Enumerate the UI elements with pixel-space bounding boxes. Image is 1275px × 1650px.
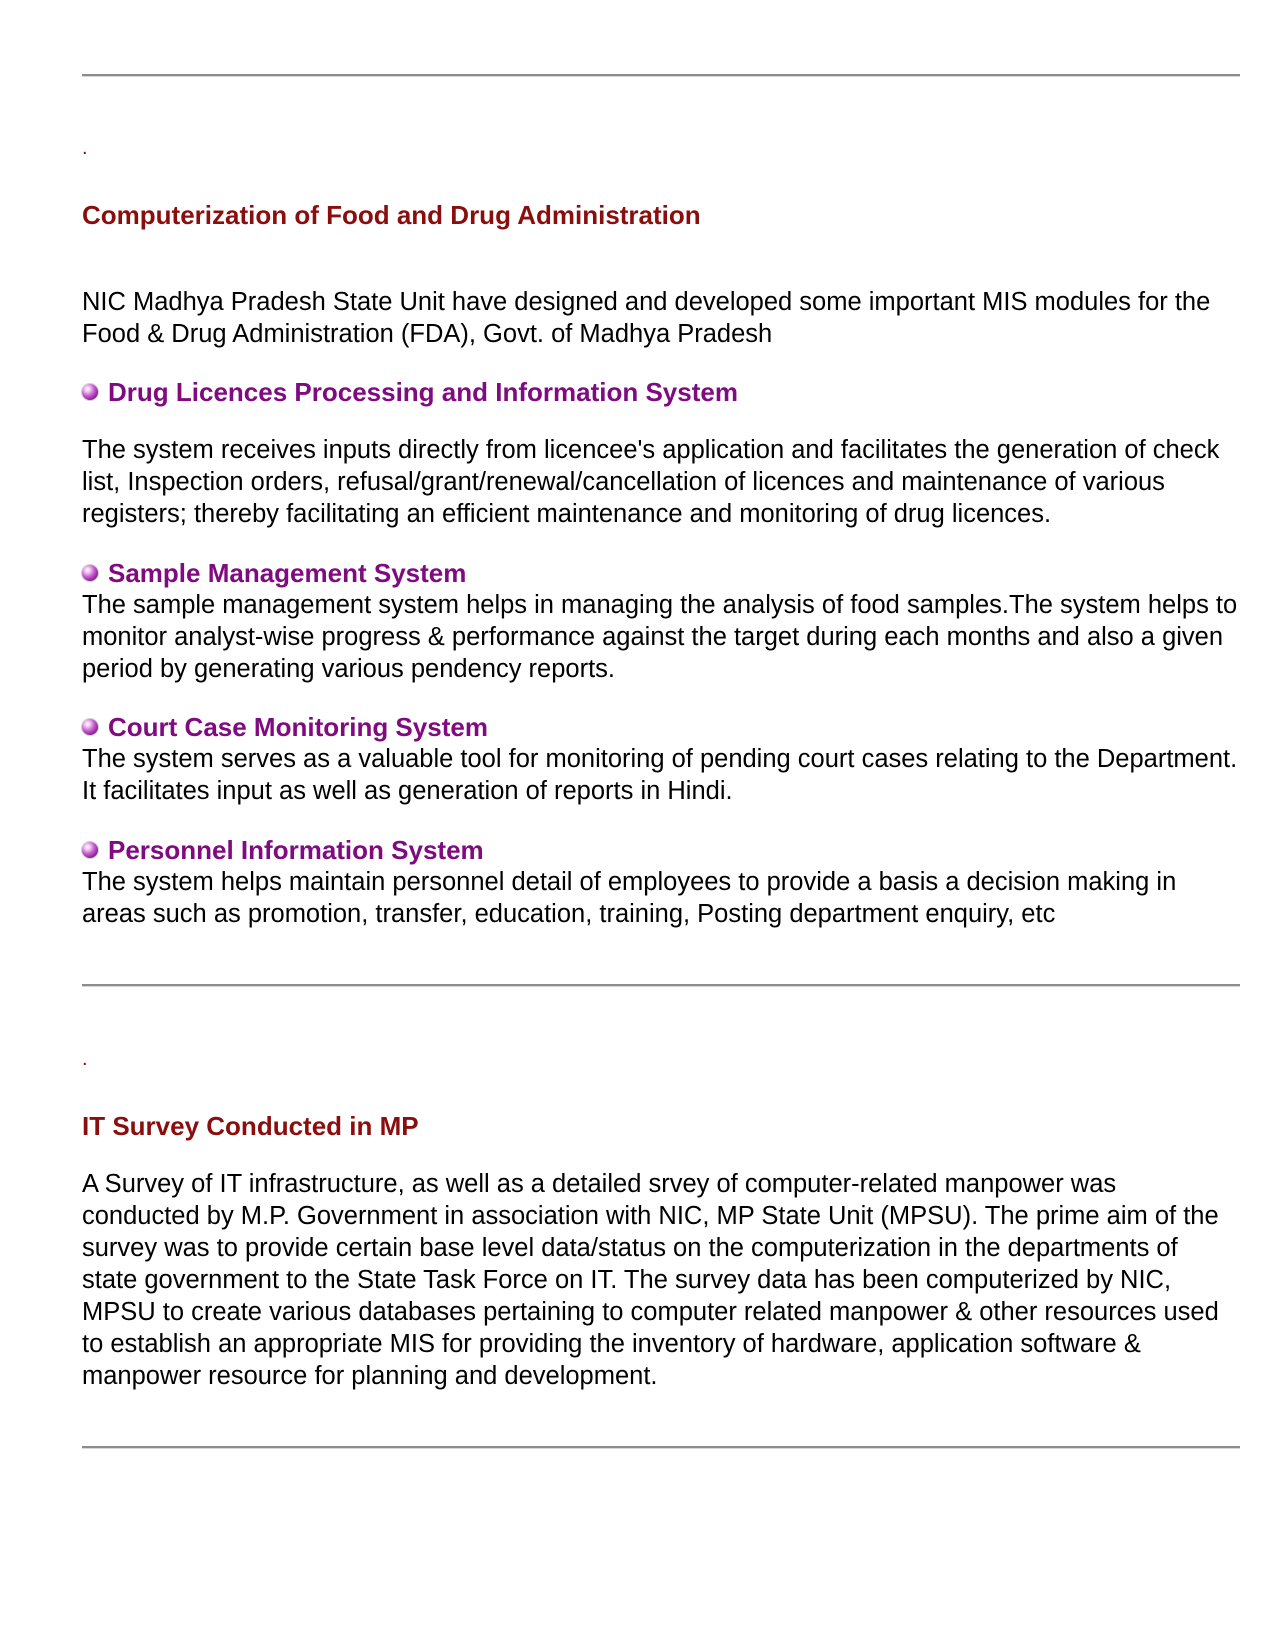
module-title-court-case	[82, 711, 488, 743]
module-title-text: Drug Licences Processing and Information System	[108, 377, 738, 407]
module-title-personnel	[82, 834, 484, 866]
section-intro-it-survey: A Survey of IT infrastructure, as well as a detailed srvey of computer-related manpower was conducted by M.P. Government in association with NIC, MP State Unit (MPSU). The prime aim of the survey was to provide certain base level data/status on the computerization in the departments of state government to the State Task Force on IT. The survey data has been computerized by NIC, MPSU to create various databases pertaining to computer related manpower & other resources used to establish an appropriate MIS for providing the inventory of hardware, application software & manpower resource for planning and development.	[82, 1170, 1219, 1390]
bullet-orb-icon	[82, 842, 98, 858]
section-intro-fda: NIC Madhya Pradesh State Unit have designed and developed some important MIS modules for the Food & Drug Administration (FDA), Govt. of Madhya Pradesh	[82, 288, 1211, 348]
bullet-orb-icon	[82, 719, 98, 735]
module-title-text: Court Case Monitoring System	[108, 712, 488, 742]
module-text-court-case: The system serves as a valuable tool for monitoring of pending court cases relating to the Department. It facilitates input as well as generation of reports in Hindi.	[82, 745, 1238, 805]
horizontal-rule-bottom	[82, 1446, 1240, 1449]
module-text-sample-management: The sample management system helps in managing the analysis of food samples.The system helps to monitor analyst-wise progress & performance against the target during each months and also a given period by generating various pendency reports.	[82, 591, 1238, 683]
module-title-text: Sample Management System	[108, 558, 467, 588]
horizontal-rule-top	[82, 74, 1240, 77]
bullet-orb-icon	[82, 565, 98, 581]
section-marker: .	[82, 1048, 88, 1070]
section-marker: .	[82, 137, 88, 159]
module-title-drug-licences	[82, 376, 738, 408]
module-title-sample-management	[82, 557, 466, 589]
bullet-orb-icon	[82, 384, 98, 400]
module-text-drug-licences: The system receives inputs directly from licencee's application and facilitates the generation of check list, Inspection orders, refusal/grant/renewal/cancellation of licences and maintenance of various registers; thereby facilitating an efficient maintenance and monitoring of drug licences.	[82, 436, 1220, 528]
section-title-fda: Computerization of Food and Drug Administration	[82, 200, 701, 230]
section-title-it-survey: IT Survey Conducted in MP	[82, 1111, 419, 1141]
horizontal-rule-middle	[82, 984, 1240, 987]
module-title-text: Personnel Information System	[108, 835, 484, 865]
module-text-personnel: The system helps maintain personnel detail of employees to provide a basis a decision making in areas such as promotion, transfer, education, training, Posting department enquiry, etc	[82, 868, 1177, 928]
